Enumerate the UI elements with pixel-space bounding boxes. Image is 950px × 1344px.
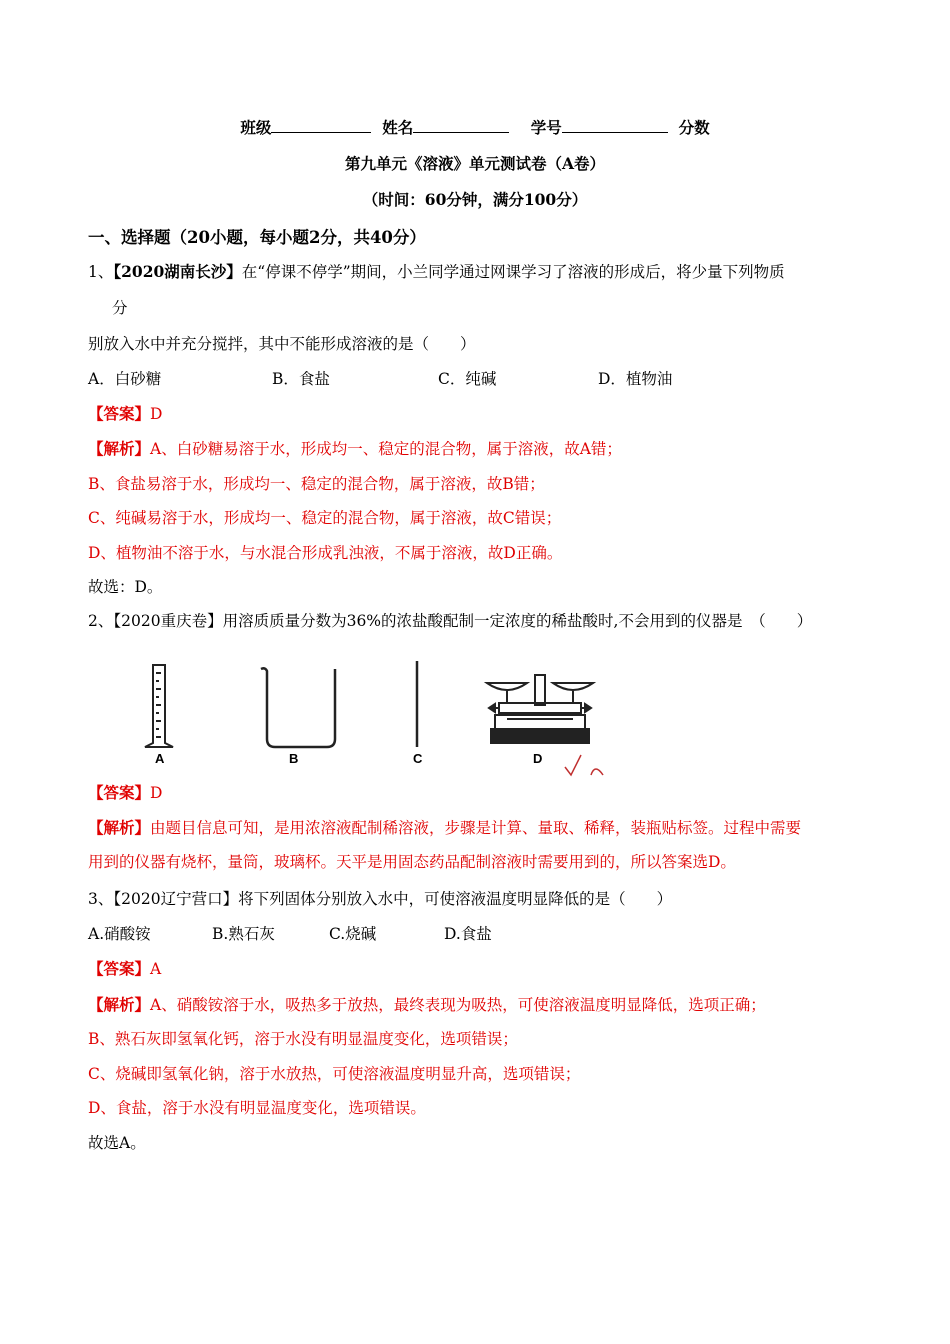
q1-answer [88, 404, 162, 424]
q2-figure [95, 655, 615, 780]
figure-label-b: B [289, 751, 299, 766]
q1-answer-label: 【答案】 [88, 404, 151, 423]
q2-answer-label: 【答案】 [88, 783, 151, 802]
q3-option-b[interactable]: B.熟石灰 [212, 925, 275, 943]
q1-text: 在“停课不停学”期间，小兰同学通过网课学习了溶液的形成后，将少量下列物质 [241, 263, 785, 281]
q1-analysis-3: C、纯碱易溶于水，形成均一、稳定的混合物，属于溶液，故C错误； [88, 509, 562, 527]
q1-analysis-1 [88, 439, 622, 459]
time-info: （时间：60分钟，满分100分） [362, 190, 588, 209]
class-blank[interactable] [271, 118, 371, 133]
q2-analysis-1 [88, 818, 801, 838]
q2-answer [88, 783, 162, 803]
info-line [0, 118, 950, 138]
q1-option-c[interactable]: C．纯碱 [438, 370, 497, 388]
pen-stroke-icon [591, 769, 603, 775]
id-label: 学号 [530, 118, 562, 137]
q3-option-a[interactable]: A.硝酸铵 [88, 925, 151, 943]
q1-option-a[interactable]: A．白砂糖 [88, 370, 162, 388]
q2-answer-value: D [150, 784, 163, 802]
id-blank[interactable] [562, 118, 668, 133]
page-title: 第九单元《溶液》单元测试卷（A卷） [344, 154, 606, 173]
q1-conclusion: 故选：D。 [88, 578, 163, 596]
q3-answer [88, 959, 161, 979]
q3-analysis-4: D、食盐，溶于水没有明显温度变化，选项错误。 [88, 1099, 426, 1117]
q1-option-d[interactable]: D．植物油 [598, 370, 673, 388]
q2-num: 2、 [88, 612, 114, 630]
q1-text-cont: 别放入水中并充分搅拌，其中不能形成溶液的是（ ） [88, 335, 476, 353]
class-label: 班级 [240, 118, 272, 137]
beaker-icon [261, 668, 335, 747]
q2-source: 【2020重庆卷】 [113, 612, 223, 630]
q3-text: 将下列固体分别放入水中，可使溶液温度明显降低的是（ ） [238, 890, 673, 908]
q3-analysis-1 [88, 995, 766, 1015]
q1-answer-value: D [150, 405, 163, 423]
q3-analysis-3: C、烧碱即氢氧化钠，溶于水放热，可使溶液温度明显升高，选项错误； [88, 1065, 581, 1083]
q3-num: 3、 [88, 890, 114, 908]
q3-source: 【2020辽宁营口】 [113, 890, 239, 908]
q2-analysis-label: 【解析】 [88, 818, 151, 837]
graduated-cylinder-icon [145, 665, 173, 747]
q3-analysis-2: B、熟石灰即氢氧化钙，溶于水没有明显温度变化，选项错误； [88, 1030, 518, 1048]
q3-answer-value: A [150, 960, 162, 978]
q1-option-b[interactable]: B．食盐 [272, 370, 330, 388]
q3-answer-label: 【答案】 [88, 959, 151, 978]
q3-option-d[interactable]: D.食盐 [444, 925, 492, 943]
q1-analysis-text-1: A、白砂糖易溶于水，形成均一、稳定的混合物，属于溶液，故A错； [150, 440, 622, 458]
q3-analysis-text-1: A、硝酸铵溶于水，吸热多于放热，最终表现为吸热，可使溶液温度明显降低，选项正确； [150, 996, 766, 1014]
q1-source: 【2020湖南长沙】 [113, 262, 242, 281]
figure-label-c: C [413, 751, 423, 766]
section-title: 一、选择题（20小题，每小题2分，共40分） [88, 228, 426, 247]
q1-stem [88, 262, 785, 282]
name-blank[interactable] [413, 118, 509, 133]
q3-stem [88, 889, 672, 909]
q2-analysis-text-1: 由题目信息可知，是用浓溶液配制稀溶液，步骤是计算、量取、稀释，装瓶贴标签。过程中需要 [150, 819, 802, 837]
figure-label-a: A [155, 751, 165, 766]
q1-text-wrap: 分 [112, 299, 128, 317]
q2-stem [88, 611, 812, 631]
q1-analysis-2: B、食盐易溶于水，形成均一、稳定的混合物，属于溶液，故B错； [88, 475, 545, 493]
figure-label-d: D [533, 751, 543, 766]
q2-text: 用溶质质量分数为36%的浓盐酸配制一定浓度的稀盐酸时,不会用到的仪器是 （ ） [222, 612, 813, 630]
name-label: 姓名 [382, 118, 414, 137]
balance-icon [487, 675, 593, 743]
q3-conclusion: 故选A。 [88, 1134, 146, 1152]
q1-analysis-4: D、植物油不溶于水，与水混合形成乳浊液，不属于溶液，故D正确。 [88, 544, 563, 562]
score-label: 分数 [678, 118, 710, 137]
check-mark-icon [565, 755, 581, 775]
q1-num: 1、 [88, 263, 114, 281]
q2-analysis-2: 用到的仪器有烧杯，量筒，玻璃杯。天平是用固态药品配制溶液时需要用到的，所以答案选D。 [88, 853, 736, 871]
q3-analysis-label: 【解析】 [88, 995, 151, 1014]
q1-analysis-label: 【解析】 [88, 439, 151, 458]
q3-option-c[interactable]: C.烧碱 [329, 925, 377, 943]
